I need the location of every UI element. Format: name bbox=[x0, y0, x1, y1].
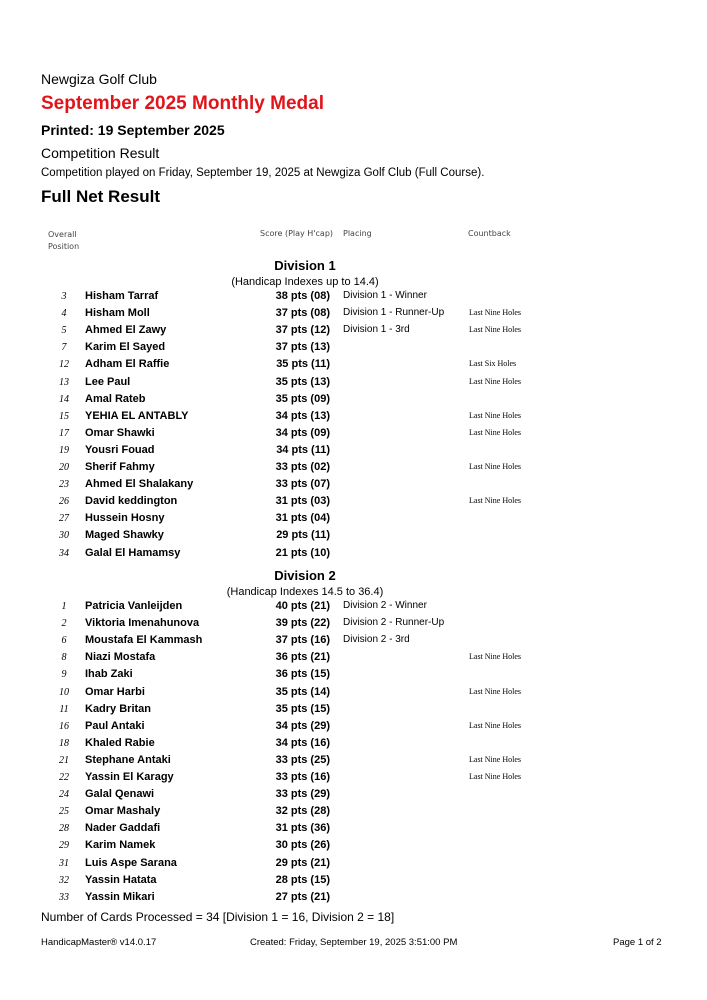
countback-cell: Last Nine Holes bbox=[469, 772, 521, 781]
score-cell: 31 pts (36) bbox=[275, 822, 330, 835]
position-cell: 8 bbox=[61, 652, 67, 664]
column-header-countback: Countback bbox=[468, 229, 511, 238]
position-cell: 18 bbox=[59, 737, 69, 749]
player-name: Hisham Tarraf bbox=[85, 290, 159, 302]
result-row bbox=[0, 392, 707, 409]
result-row bbox=[0, 787, 707, 804]
player-name: Hisham Moll bbox=[85, 307, 150, 320]
result-row bbox=[0, 667, 707, 684]
score-cell: 35 pts (15) bbox=[275, 702, 330, 715]
score-cell: 36 pts (15) bbox=[275, 668, 330, 681]
result-row bbox=[0, 460, 707, 477]
player-name: Lee Paul bbox=[85, 375, 131, 388]
section-title: Full Net Result bbox=[41, 187, 161, 206]
result-row bbox=[0, 477, 707, 494]
result-row bbox=[0, 289, 707, 306]
position-cell: 22 bbox=[59, 772, 69, 783]
result-row bbox=[0, 633, 707, 650]
player-name: Omar Mashaly bbox=[85, 805, 161, 818]
placing-cell: Division 1 - Runner-Up bbox=[343, 307, 445, 319]
score-cell: 28 pts (15) bbox=[275, 873, 330, 886]
position-cell: 16 bbox=[59, 720, 69, 732]
position-cell: 11 bbox=[59, 703, 69, 715]
player-name: Ihab Zaki bbox=[85, 668, 133, 681]
position-cell: 7 bbox=[61, 342, 67, 354]
position-cell: 28 bbox=[59, 823, 69, 835]
position-cell: 32 bbox=[59, 874, 69, 886]
result-row bbox=[0, 736, 707, 753]
player-name: Nader Gaddafi bbox=[85, 822, 161, 835]
result-row bbox=[0, 443, 707, 460]
player-name: Moustafa El Kammash bbox=[85, 634, 203, 647]
score-cell: 34 pts (13) bbox=[275, 409, 330, 422]
score-cell: 33 pts (29) bbox=[275, 788, 330, 801]
player-name: Galal Qenawi bbox=[85, 788, 155, 801]
position-cell: 10 bbox=[59, 686, 69, 698]
score-cell: 34 pts (09) bbox=[275, 426, 330, 439]
division-handicap-range: (Handicap Indexes 14.5 to 36.4) bbox=[226, 586, 384, 598]
countback-cell: Last Nine Holes bbox=[469, 427, 521, 437]
position-cell: 17 bbox=[59, 427, 69, 439]
result-row bbox=[0, 375, 707, 392]
score-cell: 31 pts (03) bbox=[275, 495, 330, 508]
countback-cell: Last Nine Holes bbox=[469, 686, 521, 696]
result-row bbox=[0, 599, 707, 616]
player-name: Sherif Fahmy bbox=[85, 461, 155, 473]
position-cell: 29 bbox=[59, 840, 69, 852]
score-cell: 40 pts (21) bbox=[275, 600, 330, 612]
player-name: Stephane Antaki bbox=[85, 753, 171, 766]
created-timestamp: Created: Friday, September 19, 2025 3:51:00 PM bbox=[250, 937, 458, 948]
position-cell: 26 bbox=[59, 496, 69, 508]
placing-cell: Division 2 - Winner bbox=[343, 600, 427, 611]
result-row bbox=[0, 890, 707, 907]
position-cell: 20 bbox=[59, 462, 69, 473]
position-cell: 23 bbox=[59, 479, 69, 491]
position-cell: 27 bbox=[59, 513, 69, 525]
result-row bbox=[0, 494, 707, 511]
position-cell: 31 bbox=[59, 857, 69, 869]
player-name: Karim El Sayed bbox=[85, 341, 166, 354]
score-cell: 31 pts (04) bbox=[275, 512, 330, 525]
position-cell: 4 bbox=[61, 308, 67, 320]
result-row bbox=[0, 511, 707, 528]
competition-description: Competition played on Friday, September 19, 2025 at Newgiza Golf Club (Full Course). bbox=[41, 167, 485, 179]
countback-cell: Last Six Holes bbox=[469, 359, 517, 369]
placing-cell: Division 1 - 3rd bbox=[343, 324, 410, 336]
result-row bbox=[0, 685, 707, 702]
player-name: Yassin El Karagy bbox=[85, 771, 174, 783]
placing-cell: Division 1 - Winner bbox=[343, 290, 427, 301]
result-row bbox=[0, 770, 707, 787]
score-cell: 37 pts (08) bbox=[275, 307, 330, 320]
countback-cell: Last Nine Holes bbox=[469, 462, 521, 471]
result-row bbox=[0, 340, 707, 357]
countback-cell: Last Nine Holes bbox=[469, 410, 521, 420]
position-cell: 21 bbox=[59, 754, 69, 766]
score-cell: 37 pts (13) bbox=[275, 341, 330, 354]
player-name: Viktoria Imenahunova bbox=[85, 617, 200, 630]
countback-cell: Last Nine Holes bbox=[469, 496, 521, 506]
player-name: Yassin Hatata bbox=[85, 873, 157, 886]
position-cell: 33 bbox=[59, 891, 69, 903]
score-cell: 39 pts (22) bbox=[275, 617, 330, 630]
position-cell: 5 bbox=[61, 325, 67, 337]
score-cell: 34 pts (11) bbox=[276, 443, 330, 456]
player-name: Omar Harbi bbox=[85, 685, 145, 698]
score-cell: 33 pts (07) bbox=[275, 478, 330, 491]
result-row bbox=[0, 753, 707, 770]
result-row bbox=[0, 821, 707, 838]
player-name: Paul Antaki bbox=[85, 719, 145, 732]
division-handicap-range: (Handicap Indexes up to 14.4) bbox=[231, 276, 379, 288]
score-cell: 29 pts (11) bbox=[276, 529, 330, 542]
player-name: Hussein Hosny bbox=[85, 512, 165, 525]
result-row bbox=[0, 650, 707, 667]
position-cell: 19 bbox=[59, 444, 69, 456]
column-header-position: Overall Position bbox=[48, 230, 80, 251]
player-name: Ahmed El Shalakany bbox=[85, 478, 194, 491]
position-cell: 24 bbox=[59, 789, 69, 801]
position-cell: 30 bbox=[59, 530, 69, 542]
position-cell: 2 bbox=[61, 618, 67, 630]
score-cell: 38 pts (08) bbox=[275, 290, 330, 302]
position-cell: 1 bbox=[61, 601, 67, 612]
player-name: Yassin Mikari bbox=[85, 890, 155, 903]
position-cell: 3 bbox=[61, 291, 67, 302]
cards-processed-summary: Number of Cards Processed = 34 [Division 1 = 16, Division 2 = 18] bbox=[41, 910, 395, 924]
score-cell: 37 pts (16) bbox=[275, 634, 330, 647]
result-row bbox=[0, 323, 707, 340]
score-cell: 30 pts (26) bbox=[275, 839, 330, 852]
result-row bbox=[0, 306, 707, 323]
score-cell: 35 pts (13) bbox=[275, 375, 330, 388]
result-row bbox=[0, 804, 707, 821]
player-name: Ahmed El Zawy bbox=[85, 324, 167, 337]
countback-cell: Last Nine Holes bbox=[469, 720, 521, 730]
score-cell: 27 pts (21) bbox=[275, 890, 330, 903]
player-name: Adham El Raffie bbox=[85, 358, 170, 371]
player-name: David keddington bbox=[85, 495, 178, 508]
player-name: Luis Aspe Sarana bbox=[85, 856, 177, 869]
position-cell: 34 bbox=[59, 547, 69, 559]
countback-cell: Last Nine Holes bbox=[469, 325, 521, 335]
page-number: Page 1 of 2 bbox=[613, 937, 662, 948]
score-cell: 37 pts (12) bbox=[275, 324, 330, 337]
player-name: Kadry Britan bbox=[85, 702, 152, 715]
competition-title: September 2025 Monthly Medal bbox=[41, 93, 324, 114]
score-cell: 32 pts (28) bbox=[275, 805, 330, 818]
countback-cell: Last Nine Holes bbox=[469, 376, 521, 386]
position-cell: 6 bbox=[61, 635, 67, 647]
score-cell: 33 pts (02) bbox=[275, 461, 330, 473]
result-row bbox=[0, 357, 707, 374]
column-header-placing: Placing bbox=[343, 229, 372, 238]
result-row bbox=[0, 426, 707, 443]
result-row bbox=[0, 838, 707, 855]
position-cell: 12 bbox=[59, 359, 69, 371]
player-name: YEHIA EL ANTABLY bbox=[85, 409, 189, 422]
score-cell: 33 pts (25) bbox=[275, 753, 330, 766]
countback-cell: Last Nine Holes bbox=[469, 308, 521, 318]
position-cell: 14 bbox=[59, 393, 69, 405]
score-cell: 35 pts (11) bbox=[276, 358, 330, 371]
result-row bbox=[0, 856, 707, 873]
player-name: Galal El Hamamsy bbox=[85, 546, 181, 559]
player-name: Niazi Mostafa bbox=[85, 651, 156, 664]
result-row bbox=[0, 719, 707, 736]
player-name: Amal Rateb bbox=[85, 392, 146, 405]
result-row bbox=[0, 528, 707, 545]
player-name: Patricia Vanleijden bbox=[85, 600, 183, 612]
countback-cell: Last Nine Holes bbox=[469, 652, 521, 662]
score-cell: 35 pts (09) bbox=[275, 392, 330, 405]
column-header-score: Score (Play H'cap) bbox=[260, 229, 334, 238]
player-name: Maged Shawky bbox=[85, 529, 164, 542]
score-cell: 36 pts (21) bbox=[275, 651, 330, 664]
score-cell: 29 pts (21) bbox=[275, 856, 330, 869]
club-name: Newgiza Golf Club bbox=[41, 71, 157, 87]
position-cell: 25 bbox=[59, 806, 69, 818]
division-title: Division 2 bbox=[274, 568, 336, 583]
score-cell: 21 pts (10) bbox=[275, 546, 330, 559]
result-row bbox=[0, 873, 707, 890]
division-title: Division 1 bbox=[274, 258, 336, 273]
player-name: Karim Namek bbox=[85, 839, 156, 852]
result-row bbox=[0, 702, 707, 719]
player-name: Yousri Fouad bbox=[85, 443, 155, 456]
result-row bbox=[0, 546, 707, 563]
placing-cell: Division 2 - Runner-Up bbox=[343, 617, 445, 629]
software-version: HandicapMaster® v14.0.17 bbox=[41, 937, 157, 948]
player-name: Omar Shawki bbox=[85, 426, 155, 439]
report-subtitle: Competition Result bbox=[41, 145, 160, 161]
score-cell: 33 pts (16) bbox=[275, 771, 330, 783]
result-row bbox=[0, 409, 707, 426]
score-cell: 34 pts (16) bbox=[275, 736, 330, 749]
position-cell: 9 bbox=[61, 669, 67, 681]
result-row bbox=[0, 616, 707, 633]
placing-cell: Division 2 - 3rd bbox=[343, 634, 410, 646]
position-cell: 15 bbox=[59, 410, 69, 422]
countback-cell: Last Nine Holes bbox=[469, 754, 521, 764]
score-cell: 35 pts (14) bbox=[275, 685, 330, 698]
printed-date: Printed: 19 September 2025 bbox=[41, 122, 225, 138]
player-name: Khaled Rabie bbox=[85, 736, 155, 749]
position-cell: 13 bbox=[59, 376, 69, 388]
score-cell: 34 pts (29) bbox=[275, 719, 330, 732]
